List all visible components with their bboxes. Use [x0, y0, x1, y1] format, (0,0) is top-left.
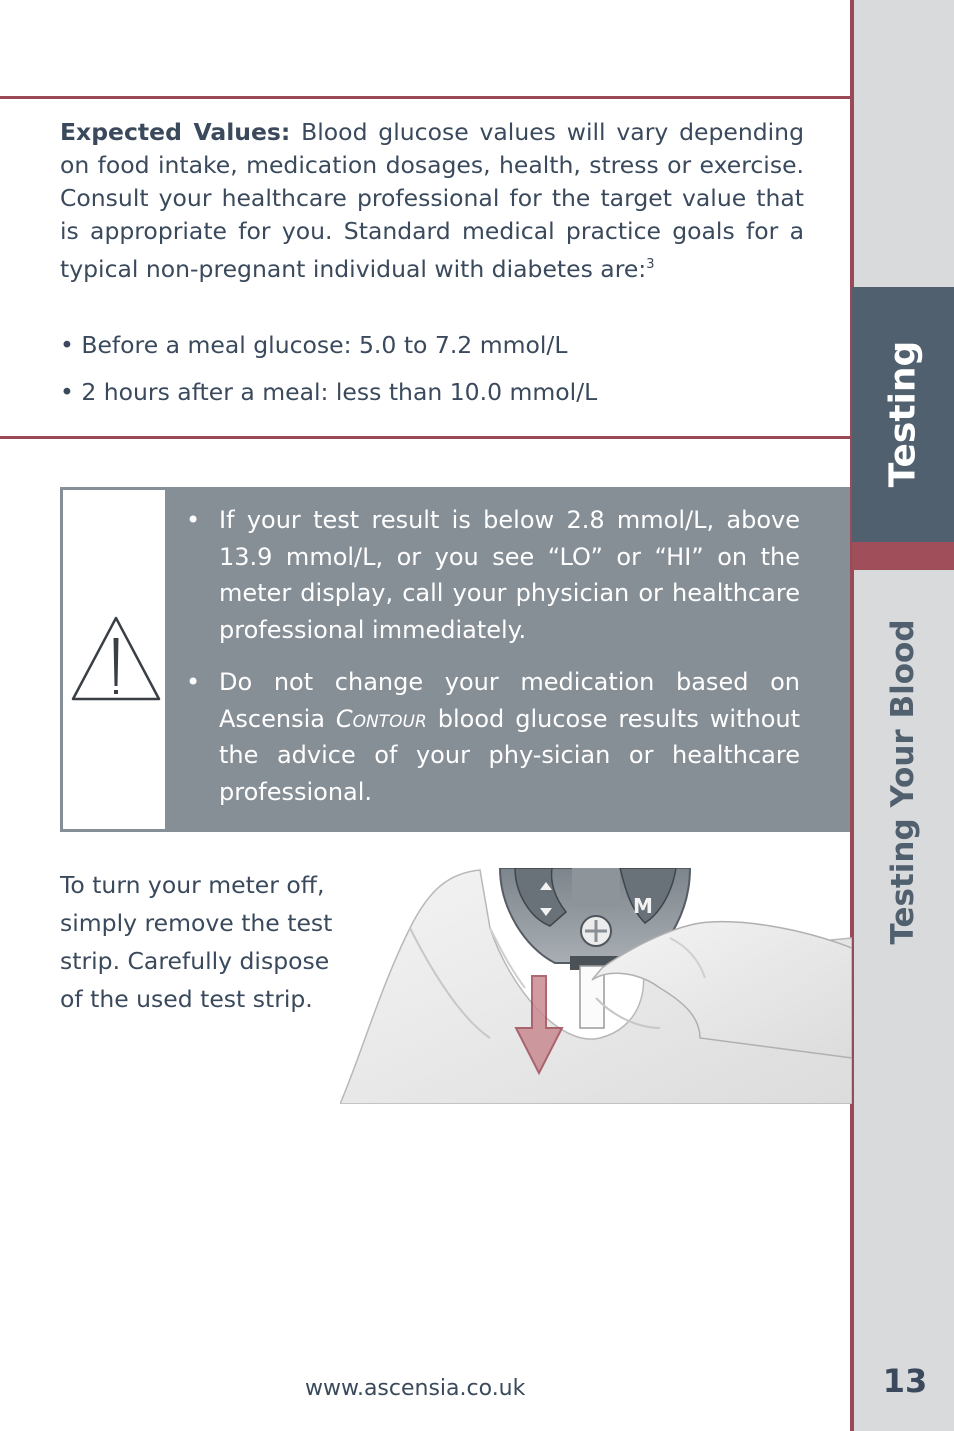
expected-values-text: Blood glucose values will vary depending on food intake, medication dosages, health, stress or exercise. Consult your healthcare professional for the target value that is appropriate for you. Standard medical practice goals for a typical non-pregnant individual with diabetes are:	[60, 118, 804, 283]
warning-text: If your test result is below 2.8 mmol/L, above 13.9 mmol/L, or you see “LO” or “HI” on the meter display, call your physician or healthcare professional immediately.	[219, 506, 800, 644]
warning-text-start: Do not change your medication based on Ascensia	[219, 668, 800, 733]
instruction-line: of the used test strip.	[60, 985, 313, 1013]
instruction-line: To turn your meter off,	[60, 871, 325, 899]
instruction-line: simply remove the test	[60, 909, 333, 937]
section-tab-accent	[852, 542, 954, 570]
warning-icon-cell	[60, 487, 168, 832]
warning-text-end: blood glucose results without the advice of your phy-sician or healthcare professional.	[219, 704, 800, 806]
brand-name: Contour	[335, 704, 427, 733]
instruction-line: strip. Carefully dispose	[60, 947, 330, 975]
section-label: Testing Your Blood	[885, 619, 921, 945]
footnote-marker: 3	[646, 257, 655, 272]
warning-triangle-icon	[63, 490, 165, 829]
bullet-symbol: •	[186, 506, 201, 534]
divider-top	[0, 96, 850, 99]
turn-off-instructions	[60, 866, 332, 1018]
warning-text	[219, 664, 800, 810]
bullet-symbol: •	[186, 668, 201, 696]
meter-m-button-label: M	[633, 894, 653, 918]
page-number: 13	[882, 1362, 928, 1400]
list-item: • Before a meal glucose: 5.0 to 7.2 mmol/L	[60, 331, 568, 359]
expected-values-paragraph	[60, 116, 804, 286]
warning-item	[186, 502, 800, 648]
warning-item	[186, 664, 800, 810]
footer-url: www.ascensia.co.uk	[305, 1376, 526, 1401]
divider-middle	[0, 436, 850, 439]
hand-illustration	[340, 868, 852, 1104]
tab-label: Testing	[882, 340, 924, 488]
list-item: • 2 hours after a meal: less than 10.0 mmol/L	[60, 378, 598, 406]
expected-values-label: Expected Values:	[60, 118, 291, 146]
